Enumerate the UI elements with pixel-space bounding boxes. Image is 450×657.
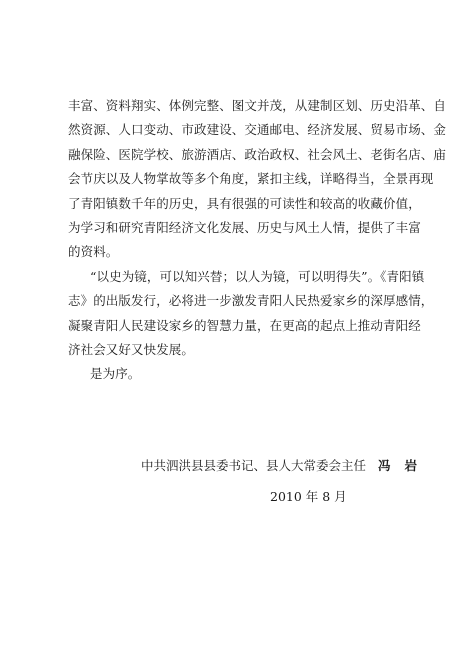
paragraph-3 xyxy=(68,362,390,386)
text-line: 是为序。 xyxy=(90,366,141,382)
text-line: 凝聚青阳人民建设家乡的智慧力量，在更高的起点上推动青阳经 xyxy=(68,317,421,333)
paragraph-2 xyxy=(68,265,434,363)
text-line: 然资源、人口变动、市政建设、交通邮电、经济发展、贸易市场、金 xyxy=(68,122,447,138)
text-line: 了青阳镇数千年的历史，具有很强的可读性和较高的收藏价值， xyxy=(68,195,421,211)
text-line: 为学习和研究青阳经济文化发展、历史与风土人情，提供了丰富 xyxy=(68,220,421,236)
signature-date: 2010 年 8 月 xyxy=(270,489,347,504)
text-line: 的资料。 xyxy=(68,244,119,260)
preface-body xyxy=(68,94,447,387)
text-line: “以史为镜，可以知兴替；以人为镜，可以明得失”。《青阳镇 xyxy=(90,268,425,284)
signature-title: 中共泗洪县县委书记、县人大常委会主任 xyxy=(141,458,367,473)
text-line: 融保险、医院学校、旅游酒店、政治政权、社会风土、老街名店、庙 xyxy=(68,146,447,162)
text-line: 会节庆以及人物掌故等多个角度，紧扣主线，详略得当，全景再现 xyxy=(68,171,434,187)
signature xyxy=(141,456,431,474)
text-line: 济社会又好又快发展。 xyxy=(68,342,195,358)
text-line: 丰富、资料翔实、体例完整、图文并茂，从建制区划、历史沿革、自 xyxy=(68,98,447,113)
signature-name: 冯岩 xyxy=(378,458,432,473)
text-line: 志》的出版发行，必将进一步激发青阳人民热爱家乡的深厚感情， xyxy=(68,293,434,309)
paragraph-1 xyxy=(68,94,447,265)
